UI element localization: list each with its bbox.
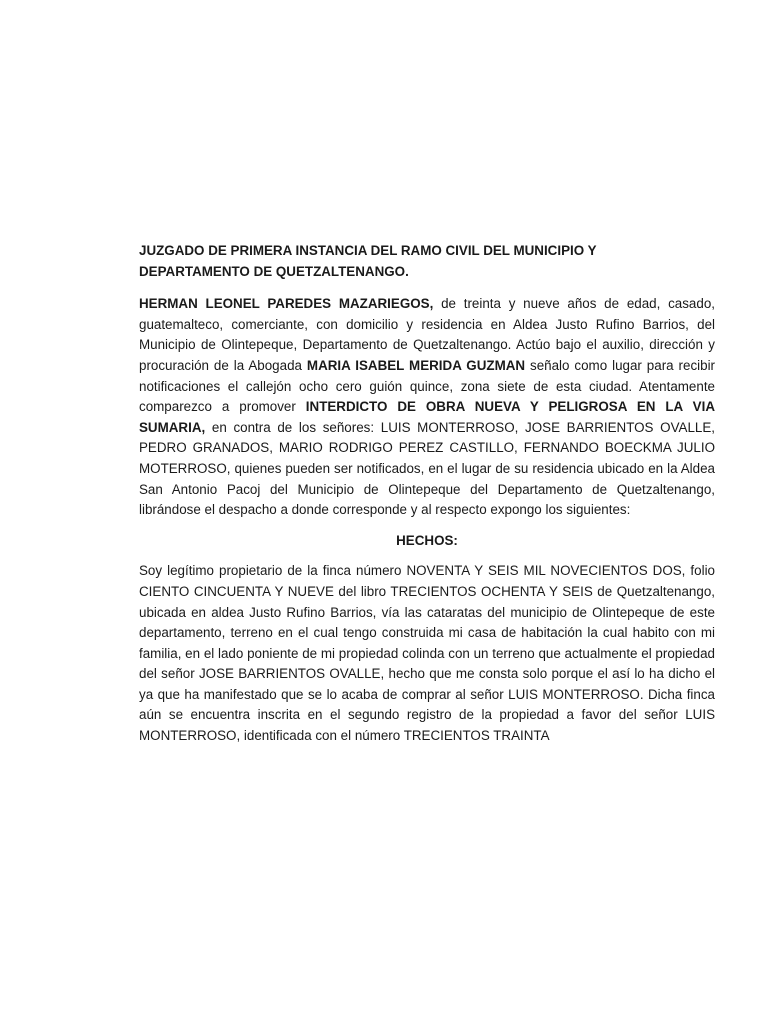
facts-paragraph: Soy legítimo propietario de la finca número NOVENTA Y SEIS MIL NOVECIENTOS DOS, folio CIENTO CINCUENTA Y NUEVE del libro TRECIENTOS OCHENTA Y SEIS de Quetzaltenango, ubicada en aldea Justo Rufino Barrios, vía las cataratas del municipio de Olintepeque de este departamento, terreno en el cual tengo construida mi casa de habitación la cual habito con mi familia, en el lado poniente de mi propiedad colinda con un terreno que actualmente el propiedad del señor JOSE BARRIENTOS OVALLE, hecho que me consta solo porque el así lo ha dicho el ya que ha manifestado que se lo acaba de comprar al señor LUIS MONTERROSO. Dicha finca aún se encuentra inscrita en el segundo registro de la propiedad a favor del señor LUIS MONTERROSO, identificada con el número TRECIENTOS TRAINTA [139,563,715,744]
facts-heading: HECHOS: [396,532,458,548]
court-header-line-1: JUZGADO DE PRIMERA INSTANCIA DEL RAMO CIVIL DEL MUNICIPIO Y [139,243,597,258]
court-header [139,241,715,282]
plaintiff-name: HERMAN LEONEL PAREDES MAZARIEGOS, [139,296,434,312]
intro-paragraph [139,294,715,521]
document-body [139,241,715,747]
intro-text-3: en contra de los señores: LUIS MONTERROSO, JOSE BARRIENTOS OVALLE, PEDRO GRANADOS, MARIO RODRIGO PEREZ CASTILLO, FERNANDO BOECKMA JULIO MOTERROSO, quienes pueden ser notificados, en el lugar de su residencia ubicado en la Aldea San Antonio Pacoj del Municipio de Olintepeque del Departamento de Quetzaltenango, librándose el despacho a donde corresponde y al respecto expongo los siguientes: [139,419,715,518]
action-title: INTERDICTO DE OBRA NUEVA Y PELIGROSA EN LA VIA SUMARIA, [139,399,715,435]
court-header-line-2: DEPARTAMENTO DE QUETZALTENANGO. [139,263,409,279]
intro-text-2: señalo como lugar para recibir notificaciones el callejón ocho cero guión quince, zona siete de esta ciudad. Atentamente comparezco a promover [139,357,716,415]
intro-text-1: de treinta y nueve años de edad, casado, guatemalteco, comerciante, con domicilio y residencia en Aldea Justo Rufino Barrios, del Municipio de Olintepeque, Departamento de Quetzaltenango. Actúo bajo el auxilio, dirección y procuración de la Abogada [139,296,715,373]
lawyer-name: MARIA ISABEL MERIDA GUZMAN [306,357,526,373]
